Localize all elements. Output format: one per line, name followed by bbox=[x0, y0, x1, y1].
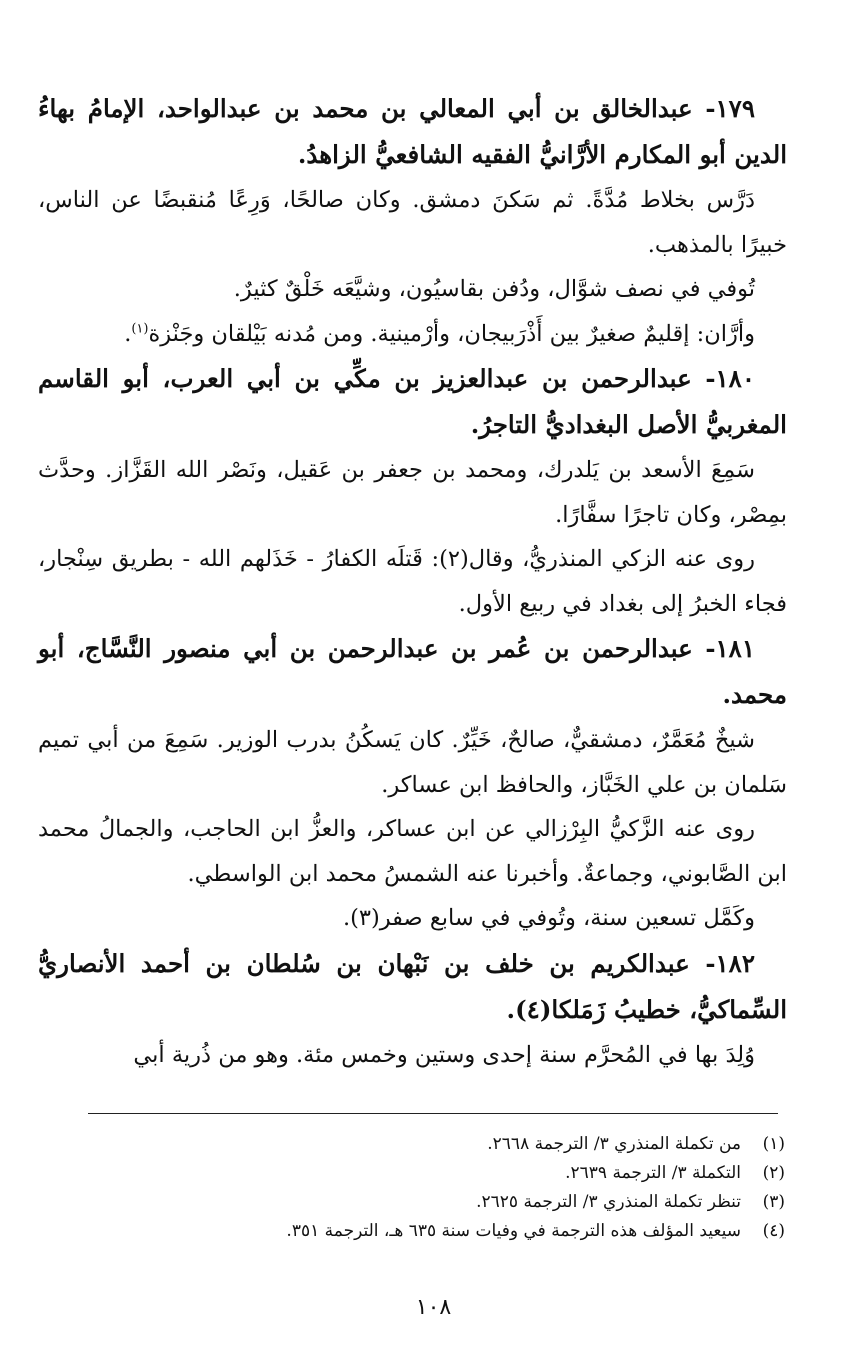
entry-paragraph: وأرَّان: إقليمٌ صغيرٌ بين أَذْرَبيجان، وأرْمينية. ومن مُدنه بَيْلقان وجَنْزة$^{(١)}$. bbox=[124, 320, 755, 347]
entry-paragraph: روى عنه الزَّكيُّ البِرْزالي عن ابن عساكر، والعزُّ ابن الحاجب، والجمالُ محمد ابن الصَّابوني، وجماعةٌ. وأخبرنا عنه الشمسُ محمد ابن الواسطي. bbox=[38, 816, 787, 887]
entry-paragraph-text: وأرَّان: إقليمٌ صغيرٌ بين أَذْرَبيجان، وأرْمينية. ومن مُدنه بَيْلقان وجَنْزة bbox=[148, 320, 755, 347]
page-number: ١٠٨ bbox=[415, 1295, 452, 1320]
entry-heading: ١٨١- عبدالرحمن بن عُمر بن عبدالرحمن بن أبي منصور النَّسَّاج، أبو محمد. bbox=[38, 634, 787, 709]
entry-heading: ١٧٩- عبدالخالق بن أبي المعالي بن محمد بن عبدالواحد، الإمامُ بهاءُ الدين أبو المكارم الأرَّانيُّ الفقيه الشافعيُّ الزاهدُ. bbox=[38, 94, 787, 169]
footnotes bbox=[80, 1130, 785, 1246]
entry-paragraph: دَرَّس بخلاط مُدَّةً. ثم سَكنَ دمشق. وكان صالحًا، وَرِعًا مُنقبضًا عن الناس، خبيرًا بالمذهب. bbox=[38, 187, 787, 258]
footnote bbox=[80, 1217, 785, 1246]
entry-paragraph: سَمِعَ الأسعد بن يَلدرك، ومحمد بن جعفر بن عَقيل، ونَصْر الله القَزَّاز. وحدَّث بمِصْر، وكان تاجرًا سفَّارًا. bbox=[38, 457, 787, 528]
footnote bbox=[80, 1130, 785, 1159]
page-body bbox=[38, 86, 787, 1077]
footnote-text: التكملة ٣/ الترجمة ٢٦٣٩. bbox=[565, 1163, 741, 1183]
entry-heading: ١٨٢- عبدالكريم بن خلف بن نَبْهان بن سُلطان بن أحمد الأنصاريُّ السِّماكيُّ، خطيبُ زَمَلكا(٤). bbox=[38, 948, 787, 1024]
footnote-text: تنظر تكملة المنذري ٣/ الترجمة ٢٦٢٥. bbox=[476, 1192, 741, 1212]
footnote bbox=[80, 1159, 785, 1188]
entry-paragraph: وُلِدَ بها في المُحرَّم سنة إحدى وستين وخمس مئة. وهو من ذُرية أبي bbox=[133, 1041, 755, 1068]
entry-heading: ١٨٠- عبدالرحمن بن عبدالعزيز بن مكِّي بن أبي العرب، أبو القاسم المغربيُّ الأصل البغداديُّ التاجرُ. bbox=[38, 364, 787, 439]
footnote-divider bbox=[88, 1113, 778, 1114]
footnote-number: (٢) bbox=[762, 1163, 785, 1183]
footnote-number: (٤) bbox=[762, 1221, 785, 1241]
footnote-number: (٣) bbox=[762, 1192, 785, 1212]
footnote-text: من تكملة المنذري ٣/ الترجمة ٢٦٦٨. bbox=[487, 1134, 741, 1154]
footnote bbox=[80, 1188, 785, 1217]
entry-paragraph: شيخٌ مُعَمَّرٌ، دمشقيٌّ، صالحٌ، خَيِّرٌ. كان يَسكُنُ بدرب الوزير. سَمِعَ من أبي تميم سَلمان بن علي الخَبَّاز، والحافظ ابن عساكر. bbox=[38, 727, 787, 798]
entry-paragraph: روى عنه الزكي المنذريُّ، وقال(٢): قَتلَه الكفارُ - خَذَلهم الله - بطريق سِنْجار، فجاء الخبرُ إلى بغداد في ربيع الأول. bbox=[38, 546, 787, 617]
footnote-text: سيعيد المؤلف هذه الترجمة في وفيات سنة ٦٣٥ هـ، الترجمة ٣٥١. bbox=[286, 1221, 741, 1241]
entry-paragraph: وكَمَّل تسعين سنة، وتُوفي في سابع صفر(٣). bbox=[342, 905, 755, 931]
footnote-number: (١) bbox=[762, 1134, 785, 1154]
footnote-ref: (١) bbox=[131, 321, 149, 336]
entry-paragraph: تُوفي في نصف شوَّال، ودُفن بقاسيُون، وشيَّعَه خَلْقٌ كثيرٌ. bbox=[233, 276, 755, 302]
